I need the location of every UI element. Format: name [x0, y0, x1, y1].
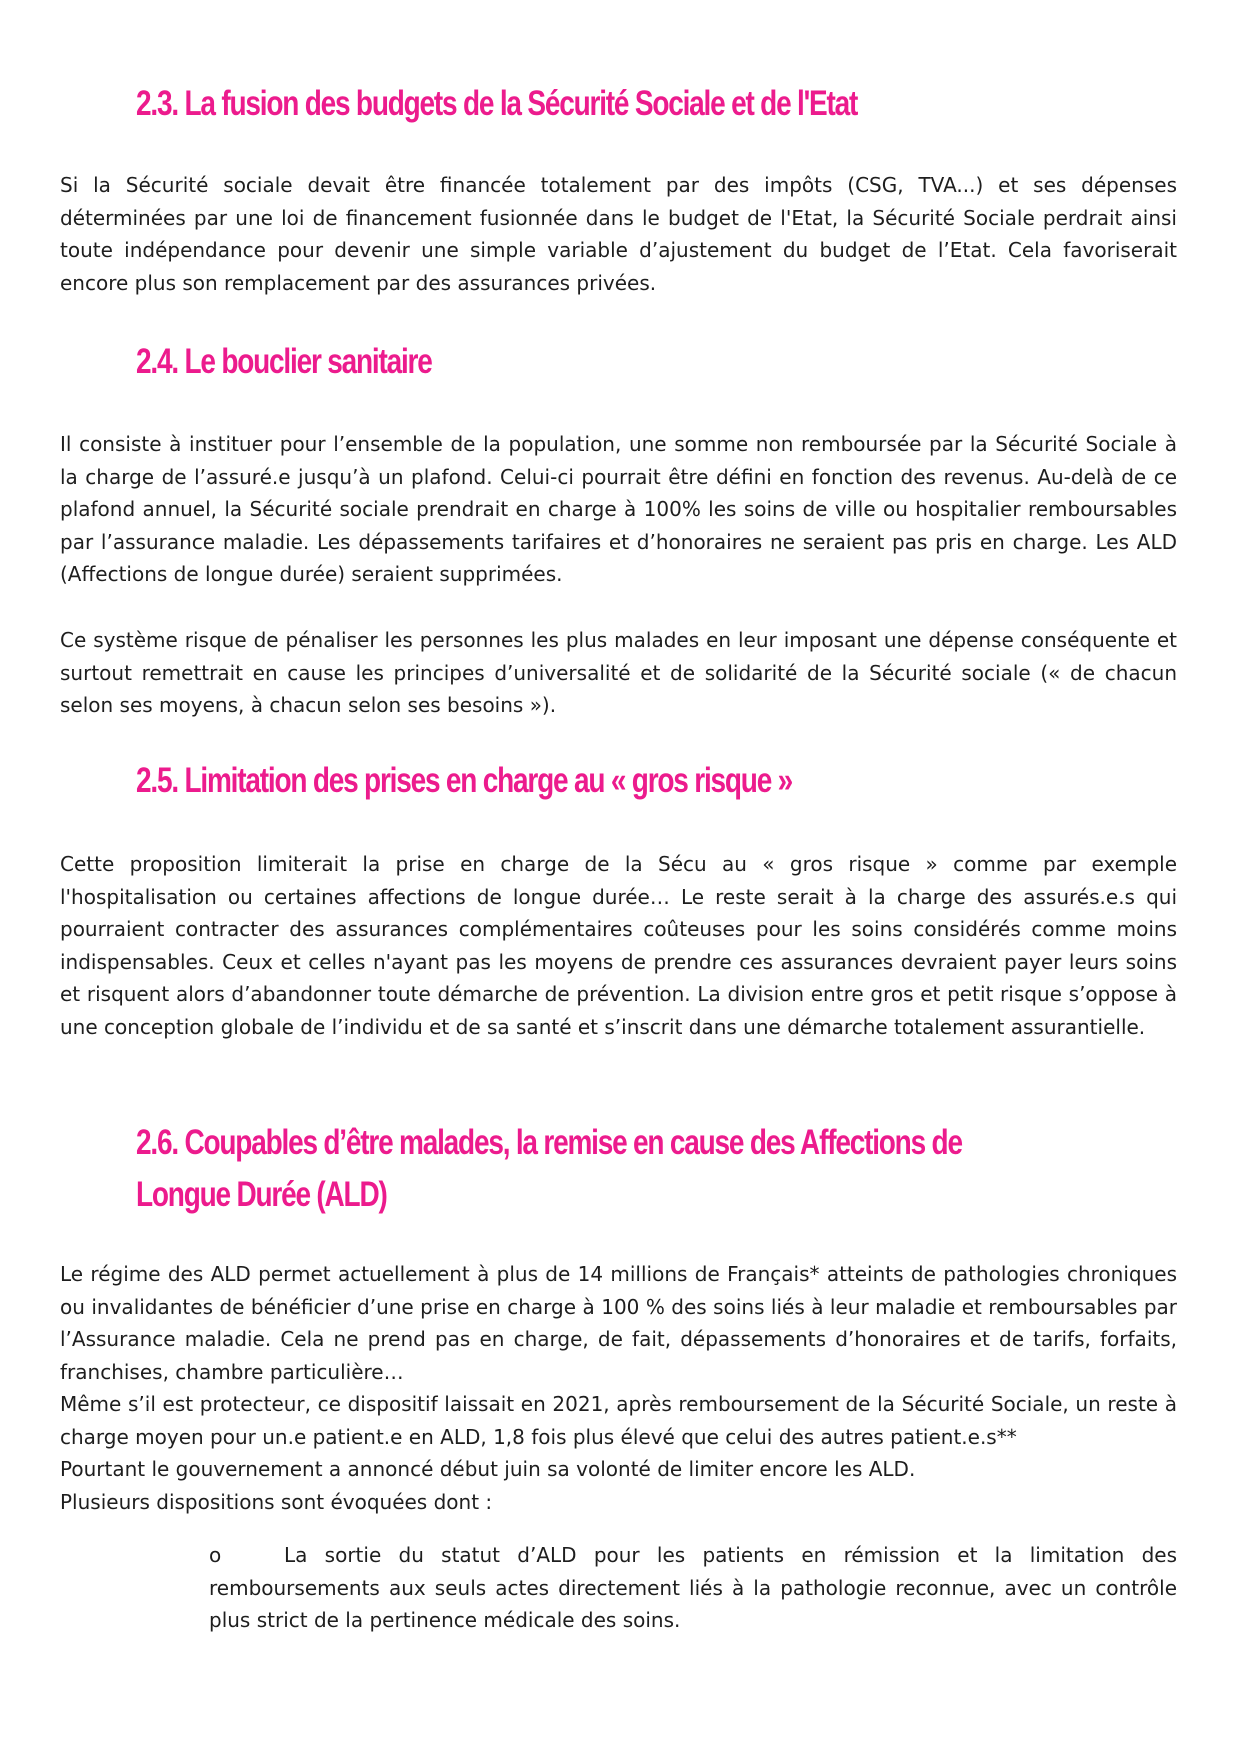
- paragraph-2-3: Si la Sécurité sociale devait être financée totalement par des impôts (CSG, TVA...) et ses dépenses déterminées par une loi de financement fusionnée dans le budget de l'Etat, la Sécurité Sociale perdrait ainsi toute indépendance pour devenir une simple variable d’ajustement du budget de l’Etat. Cela favoriserait encore plus son remplacement par des assurances privées.: [60, 173, 1177, 295]
- section-heading-2-4: 2.4. Le bouclier sanitaire: [136, 342, 432, 381]
- paragraph-2-6-b: Même s’il est protecteur, ce dispositif laissait en 2021, après remboursement de la Sécurité Sociale, un reste à charge moyen pour un.e patient.e en ALD, 1,8 fois plus élevé que celui des autres patient.e.s**: [60, 1392, 1177, 1449]
- paragraph-2-6-d: Plusieurs dispositions sont évoquées dont :: [60, 1489, 493, 1514]
- paragraph-group-2-6: [60, 1258, 1177, 1518]
- paragraph-2-5: Cette proposition limiterait la prise en charge de la Sécu au « gros risque » comme par exemple l'hospitalisation ou certaines affections de longue durée… Le reste serait à la charge des assurés.e.s qui pourraient contracter des assurances complémentaires coûteuses pour les soins considérés comme moins indispensables. Ceux et celles n'ayant pas les moyens de prendre ces assurances devraient payer leurs soins et risquent alors d’abandonner toute démarche de prévention. La division entre gros et petit risque s’oppose à une conception globale de l’individu et de sa santé et s’inscrit dans une démarche totalement assurantielle.: [60, 852, 1177, 1039]
- section-heading-2-3: 2.3. La fusion des budgets de la Sécurité Sociale et de l'Etat: [136, 84, 858, 123]
- bullet-marker: o: [209, 1543, 222, 1567]
- paragraph-2-4-b: Ce système risque de pénaliser les personnes les plus malades en leur imposant une dépense conséquente et surtout remettrait en cause les principes d’universalité et de solidarité de la Sécurité sociale (« de chacun selon ses moyens, à chacun selon ses besoins »).: [60, 628, 1177, 717]
- bullet-text: La sortie du statut d’ALD pour les patients en rémission et la limitation des remboursements aux seuls actes directement liés à la pathologie reconnue, avec un contrôle plus strict de la pertinence médicale des soins.: [209, 1543, 1177, 1632]
- paragraph-2-6-c: Pourtant le gouvernement a annoncé début juin sa volonté de limiter encore les ALD.: [60, 1457, 916, 1481]
- section-heading-2-5: 2.5. Limitation des prises en charge au « gros risque »: [136, 761, 793, 800]
- paragraph-2-4-a: Il consiste à instituer pour l’ensemble de la population, une somme non remboursée par la Sécurité Sociale à la charge de l’assuré.e jusqu’à un plafond. Celui-ci pourrait être défini en fonction des revenus. Au-delà de ce plafond annuel, la Sécurité sociale prendrait en charge à 100% les soins de ville ou hospitalier remboursables par l’assurance maladie. Les dépassements tarifaires et d’honoraires ne seraient pas pris en charge. Les ALD (Affections de longue durée) seraient supprimées.: [60, 432, 1177, 586]
- bullet-item: [209, 1539, 1177, 1637]
- paragraph-2-6-a: Le régime des ALD permet actuellement à plus de 14 millions de Français* atteints de pathologies chroniques ou invalidantes de bénéficier d’une prise en charge à 100 % des soins liés à leur maladie et remboursables par l’Assurance maladie. Cela ne prend pas en charge, de fait, dépassements d’honoraires et de tarifs, forfaits, franchises, chambre particulière…: [60, 1262, 1177, 1384]
- section-heading-2-6: 2.6. Coupables d’être malades, la remise en cause des Affections de Longue Durée (ALD): [136, 1123, 962, 1214]
